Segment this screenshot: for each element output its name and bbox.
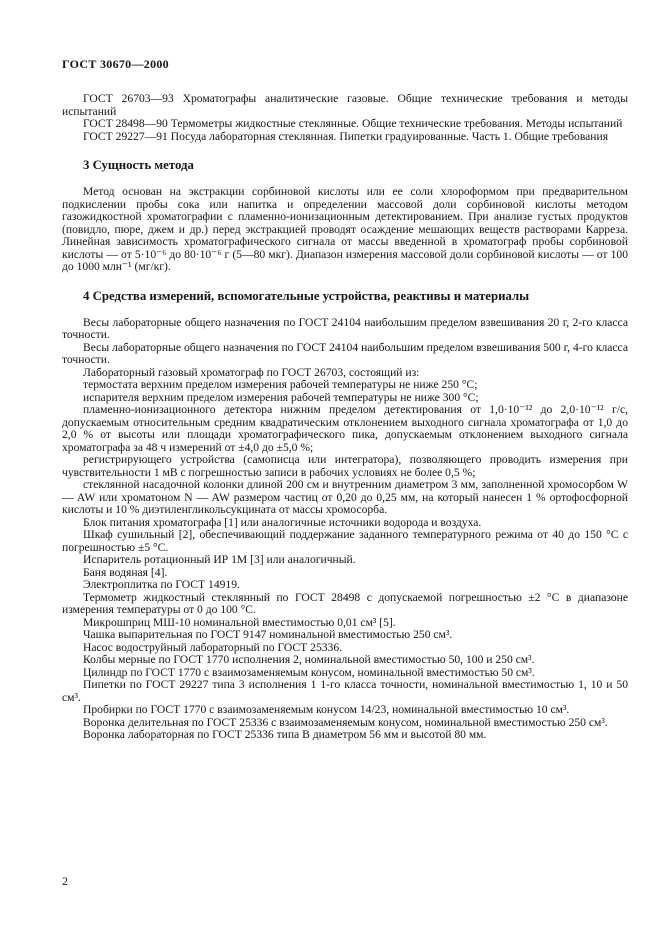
paragraph: ГОСТ 29227—91 Посуда лабораторная стеклянная. Пипетки градуированные. Часть 1. Общие требования xyxy=(83,129,609,143)
page-number: 2 xyxy=(62,874,68,888)
paragraph: пламенно-ионизационного детектора нижним пределом детектирования от 1,0·10⁻¹² до 2,0·10⁻¹² г/с, допускаемым относительным средним квадратическим отклонением выходного сигнала хроматографа от 1,0 до 2,0 % от высоты или площади хроматографического пика, допускаемым отклонением выходного сигнала хроматографа за 48 ч измерений от ±4,0 до ±5,0 %; xyxy=(62,403,628,454)
paragraph: Лабораторный газовый хроматограф по ГОСТ 26703, состоящий из: xyxy=(83,365,420,379)
paragraph: Воронка лабораторная по ГОСТ 25336 типа В диаметром 56 мм и высотой 80 мм. xyxy=(83,728,487,741)
paragraph: Шкаф сушильный [2], обеспечивающий поддержание заданного температурного режима от 40 до 150 °С с погрешностью ±5 °С. xyxy=(62,528,628,554)
paragraph: Баня водяная [4]. xyxy=(83,565,168,579)
paragraph: термостата верхним пределом измерения рабочей температуры не ниже 250 °С; xyxy=(83,378,478,391)
paragraph: Пипетки по ГОСТ 29227 типа 3 исполнения 1 1-го класса точности, номинальной вместимостью 1, 10 и 50 см³. xyxy=(62,678,628,704)
paragraph: стеклянной насадочной колонки длиной 200 см и внутренним диаметром 3 мм, заполненной хромосорбом W — AW или хроматоном N — AW размером частиц от 0,20 до 0,25 мм, на который нанесен 1 % ортофосфорной кислоты и 10 % диэтиленгликольсукцината от массы хромосорба. xyxy=(62,478,628,516)
document-content xyxy=(62,57,628,742)
paragraph: Микрошприц МШ-10 номинальной вместимостью 0,01 см³ [5]. xyxy=(83,615,396,629)
section-4-heading: 4 Средства измерений, вспомогательные устройства, реактивы и материалы xyxy=(83,288,530,303)
section-3-heading: 3 Сущность метода xyxy=(83,158,194,172)
paragraph: Испаритель ротационный ИР 1М [3] или аналогичный. xyxy=(83,553,356,566)
paragraph: Воронка делительная по ГОСТ 25336 с взаимозаменяемым конусом, номинальной вместимостью 250 см³. xyxy=(83,715,608,729)
paragraph: Насос водоструйный лабораторный по ГОСТ 25336. xyxy=(83,640,343,654)
paragraph: Чашка выпарительная по ГОСТ 9147 номинальной вместимостью 250 см³. xyxy=(83,628,453,641)
paragraph: Колбы мерные по ГОСТ 1770 исполнения 2, номинальной вместимостью 50, 100 и 250 см³. xyxy=(83,653,535,666)
paragraph: Цилиндр по ГОСТ 1770 с взаимозаменяемым конусом, номинальной вместимостью 50 см³. xyxy=(83,665,535,679)
paragraph: Весы лабораторные общего назначения по ГОСТ 24104 наибольшим пределом взвешивания 20 г, 2-го класса точности. xyxy=(62,315,628,341)
paragraph: Весы лабораторные общего назначения по ГОСТ 24104 наибольшим пределом взвешивания 500 г, 4-го класса точности. xyxy=(62,340,628,366)
paragraph: Пробирки по ГОСТ 1770 с взаимозаменяемым конусом 14/23, номинальной вместимостью 10 см³. xyxy=(83,703,570,716)
paragraph: регистрирующего устройства (самописца или интегратора), позволяющего проводить измерения при чувствительности 1 мВ с погрешностью записи в рабочих условиях не более 0,5 %; xyxy=(62,453,628,479)
paragraph: ГОСТ 26703—93 Хроматографы аналитические газовые. Общие технические требования и методы испытаний xyxy=(62,92,628,118)
paragraph: Метод основан на экстракции сорбиновой кислоты или ее соли хлороформом при предварительном подкислении пробы сока или напитка и определении массовой доли сорбиновой кислоты методом газожидкостной хроматографии с пламенно-ионизационным детектированием. При анализе густых продуктов (повидло, пюре, джем и др.) перед экстракцией проводят осаждение мешающих веществ растворами Карреза. Линейная зависимость хроматографического сигнала от массы введенной в хроматограф пробы сорбиновой кислоты — от 5·10⁻⁶ до 80·10⁻⁶ г (5—80 мкг). Диапазон измерения массовой доли сорбиновой кислоты — от 100 до 1000 млн⁻¹ (мг/кг). xyxy=(62,185,628,273)
paragraph: ГОСТ 28498—90 Термометры жидкостные стеклянные. Общие технические требования. Методы испытаний xyxy=(83,117,623,130)
document-header: ГОСТ 30670—2000 xyxy=(62,57,169,71)
paragraph: Термометр жидкостный стеклянный по ГОСТ 28498 с допускаемой погрешностью ±2 °С в диапазоне измерения температуры от 0 до 100 °С. xyxy=(62,590,628,616)
paragraph: Электроплитка по ГОСТ 14919. xyxy=(83,578,240,591)
paragraph: Блок питания хроматографа [1] или аналогичные источники водорода и воздуха. xyxy=(83,515,482,529)
paragraph: испарителя верхним пределом измерения рабочей температуры не ниже 300 °С; xyxy=(83,390,479,404)
